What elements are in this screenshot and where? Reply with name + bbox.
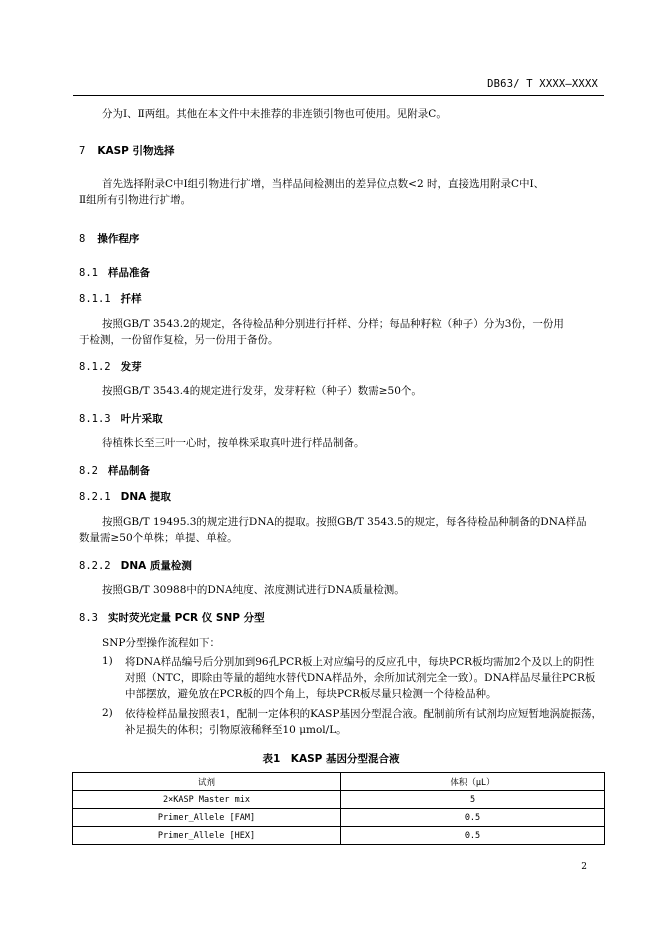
- table-caption: 表1 KASP 基因分型混合液: [262, 753, 400, 765]
- heading-8-3: [79, 610, 265, 625]
- heading-number: 8.3: [79, 612, 98, 624]
- paragraph-germination: 按照GB/T 3543.4的规定进行发芽，发芽籽粒（种子）数需≥50个。: [102, 385, 422, 397]
- paragraph-dna-quality: 按照GB/T 30988中的DNA纯度、浓度测试进行DNA质量检测。: [102, 584, 405, 596]
- heading-text: 样品制备: [107, 465, 150, 477]
- heading-text: KASP 引物选择: [97, 145, 175, 157]
- heading-number: 8: [79, 233, 86, 245]
- table-row: [73, 827, 605, 845]
- heading-number: 8.2.1: [79, 491, 111, 503]
- heading-8-2-1: [79, 489, 171, 504]
- table-cell-volume: 5: [341, 791, 605, 809]
- list-item-number: 1): [102, 655, 113, 667]
- heading-text: 发芽: [120, 361, 142, 373]
- header-rule: [73, 95, 604, 96]
- paragraph-dna-extraction-line1: 按照GB/T 19495.3的规定进行DNA的提取。按照GB/T 3543.5的规定，每各待检品种制备的DNA样品: [102, 516, 587, 528]
- heading-8-1-1: [79, 291, 142, 306]
- heading-8-1-2: [79, 359, 142, 374]
- table-cell-volume: 0.5: [341, 827, 605, 845]
- table-cell-reagent: 2×KASP Master mix: [73, 791, 341, 809]
- heading-number: 8.1.2: [79, 361, 111, 373]
- paragraph-primer-groups: 分为Ⅰ、Ⅱ两组。其他在本文件中未推荐的非连锁引物也可使用。见附录C。: [102, 108, 447, 120]
- heading-8-2: [79, 463, 150, 478]
- kasp-mix-table: [72, 772, 605, 845]
- table-cell-reagent: Primer_Allele [FAM]: [73, 809, 341, 827]
- table-cell-reagent: Primer_Allele [HEX]: [73, 827, 341, 845]
- heading-text: 扦样: [120, 293, 142, 305]
- paragraph-primer-select-line1: 首先选择附录C中Ⅰ组引物进行扩增，当样品间检测出的差异位点数<2 时，直接选用附录C中Ⅰ、: [102, 178, 545, 190]
- table-row: [73, 791, 605, 809]
- heading-number: 8.1.3: [79, 413, 111, 425]
- table-header-reagent: 试剂: [73, 773, 341, 791]
- table-cell-volume: 0.5: [341, 809, 605, 827]
- table-header-volume: 体积（μL）: [341, 773, 605, 791]
- list-item-text: 依待检样品量按照表1，配制一定体积的KASP基因分型混合液。配制前所有试剂均应短暂地涡旋振荡，补足损失的体积；引物原液稀释至10 μmol/L。: [125, 708, 602, 736]
- table-header-row: [73, 773, 605, 791]
- heading-text: 实时荧光定量 PCR 仪 SNP 分型: [107, 612, 265, 624]
- heading-8-2-2: [79, 558, 192, 573]
- heading-number: 8.1.1: [79, 293, 111, 305]
- paragraph-dna-extraction-line2: 数量需≥50个单株；单提、单检。: [79, 532, 238, 544]
- paragraph-primer-select-line2: Ⅱ组所有引物进行扩增。: [79, 194, 192, 206]
- paragraph-sampling-line2: 于检测，一份留作复检，另一份用于备份。: [79, 334, 279, 346]
- heading-7: [79, 143, 175, 158]
- heading-number: 7: [79, 145, 86, 157]
- table-row: [73, 809, 605, 827]
- heading-8-1-3: [79, 411, 163, 426]
- paragraph-sampling-line1: 按照GB/T 3543.2的规定，各待检品种分别进行扦样、分样；每品种籽粒（种子）分为3份，一份用: [102, 318, 564, 330]
- paragraph-snp-intro: SNP分型操作流程如下：: [102, 637, 220, 649]
- list-item-text: 将DNA样品编号后分别加到96孔PCR板上对应编号的反应孔中，每块PCR板均需加2个及以上的阴性对照（NTC，即除由等量的超纯水替代DNA样品外，余所加试剂完全一致）。DNA样品尽量往PCR板中部摆放，避免放在PCR板的四个角上，每块PCR板尽量只检测一个待检品种。: [125, 656, 596, 700]
- doc-code-header: DB63/ T XXXX—XXXX: [487, 78, 598, 90]
- heading-8: [79, 231, 139, 246]
- heading-number: 8.1: [79, 267, 98, 279]
- heading-number: 8.2: [79, 465, 98, 477]
- heading-text: DNA 质量检测: [120, 560, 192, 572]
- heading-text: 叶片采取: [120, 413, 163, 425]
- page-number: 2: [581, 862, 587, 872]
- heading-text: 样品准备: [107, 267, 150, 279]
- heading-text: 操作程序: [97, 233, 140, 245]
- paragraph-leaf-sampling: 待植株长至三叶一心时，按单株采取真叶进行样品制备。: [102, 437, 365, 449]
- heading-8-1: [79, 265, 150, 280]
- list-item-number: 2): [102, 707, 113, 719]
- heading-number: 8.2.2: [79, 560, 111, 572]
- heading-text: DNA 提取: [120, 491, 171, 503]
